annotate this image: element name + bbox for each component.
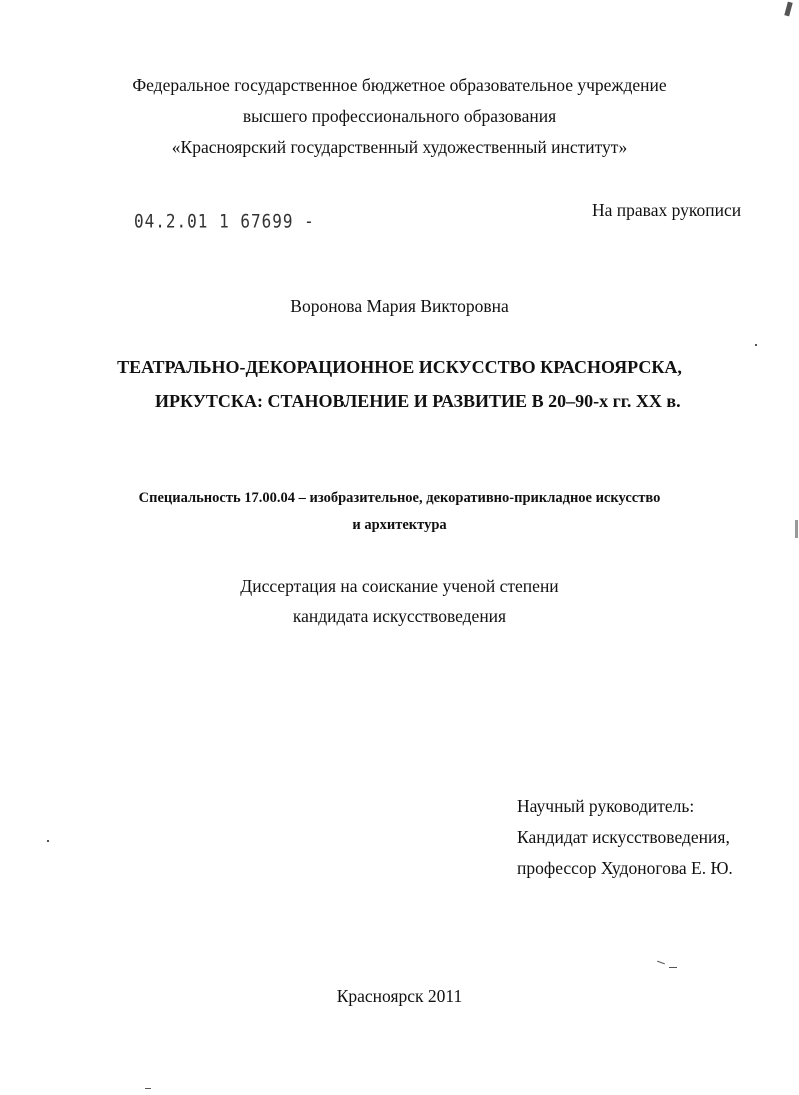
specialty-line-2: и архитектура xyxy=(352,517,447,533)
supervisor-label: Научный руководитель: xyxy=(517,796,695,816)
dissertation-line-2: кандидата искусствоведения xyxy=(292,606,507,626)
specialty-line-1: Специальность 17.00.04 – изобразительное, декоративно-прикладное искусство xyxy=(138,490,661,506)
archive-stamp-number: 04.2.01 1 67699 - xyxy=(134,210,315,232)
institution-line-1: Федеральное государственное бюджетное образовательное учреждение xyxy=(132,75,667,95)
institution-line-3: «Красноярский государственный художественный институт» xyxy=(171,137,628,157)
scan-speck xyxy=(755,344,757,346)
city-year: Красноярск 2011 xyxy=(336,986,463,1006)
scan-mark xyxy=(784,2,792,17)
scan-speck xyxy=(47,840,49,842)
title-line-1: ТЕАТРАЛЬНО-ДЕКОРАЦИОННОЕ ИСКУССТВО КРАСНОЯРСКА, xyxy=(117,357,682,377)
scan-speck xyxy=(657,961,665,965)
scan-speck xyxy=(669,967,677,968)
dissertation-line-1: Диссертация на соискание ученой степени xyxy=(240,576,559,596)
title-line-2: ИРКУТСКА: СТАНОВЛЕНИЕ И РАЗВИТИЕ В 20–90-х гг. ХХ в. xyxy=(155,391,681,411)
author-name: Воронова Мария Викторовна xyxy=(290,296,509,316)
scan-edge-mark xyxy=(795,520,798,538)
scan-speck xyxy=(145,1088,151,1089)
supervisor-name: профессор Худоногова Е. Ю. xyxy=(517,858,733,878)
supervisor-degree: Кандидат искусствоведения, xyxy=(517,827,730,847)
rights-note: На правах рукописи xyxy=(592,200,742,220)
institution-line-2: высшего профессионального образования xyxy=(242,106,557,126)
